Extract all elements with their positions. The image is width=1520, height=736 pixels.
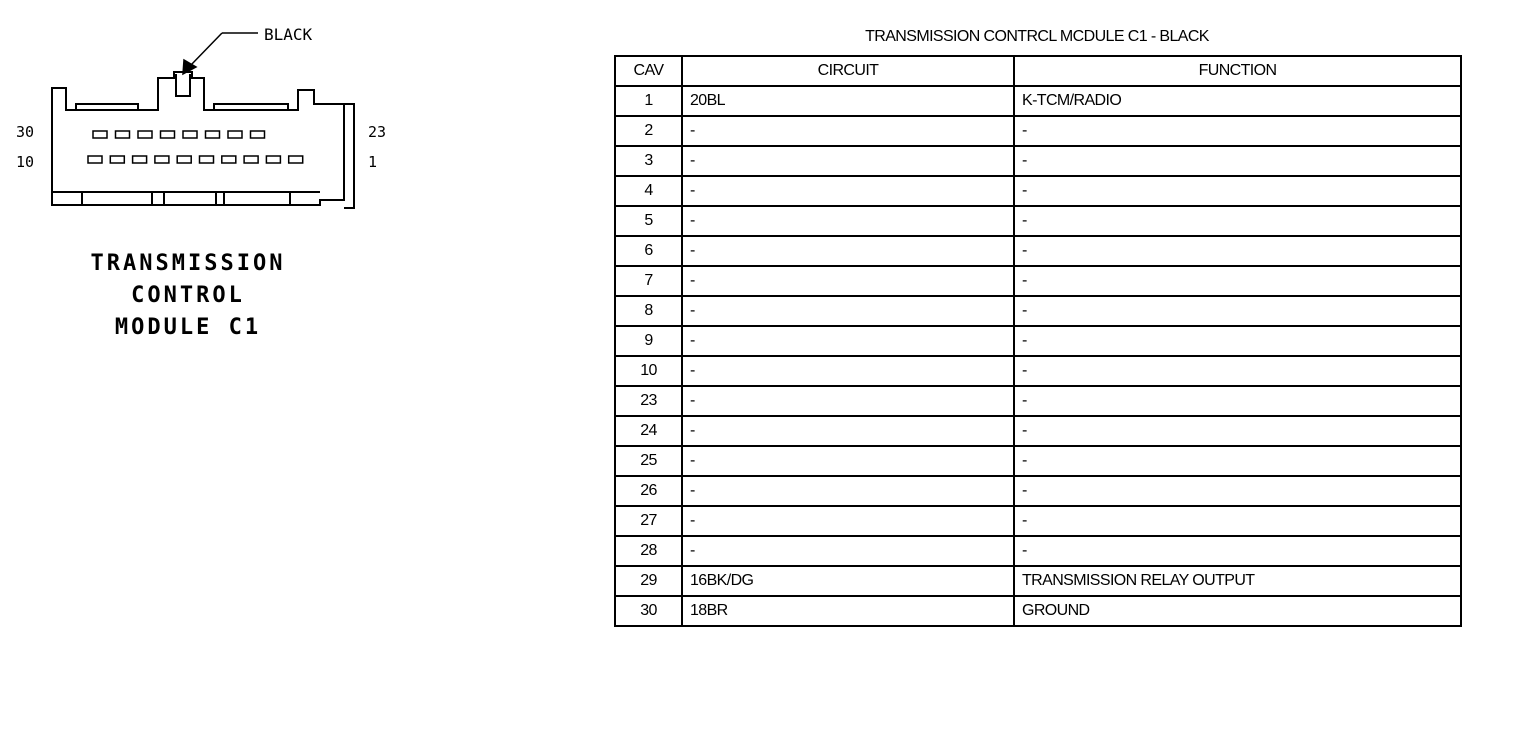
- cell-function: -: [1014, 206, 1461, 236]
- table-row: [615, 596, 1461, 626]
- cell-function: -: [1014, 266, 1461, 296]
- table-title: TRANSMISSION CONTRCL MCDULE C1 - BLACK: [865, 28, 1209, 45]
- cell-circuit: 16BK/DG: [682, 566, 1014, 596]
- cavity-slot: [206, 131, 220, 138]
- table-row: [615, 266, 1461, 296]
- cell-function: -: [1014, 176, 1461, 206]
- cell-function: -: [1014, 236, 1461, 266]
- table-row: [615, 356, 1461, 386]
- cell-circuit: -: [682, 416, 1014, 446]
- table-row: [615, 236, 1461, 266]
- cell-function: -: [1014, 476, 1461, 506]
- pin-label-1: 1: [368, 153, 378, 171]
- cell-circuit: 18BR: [682, 596, 1014, 626]
- cavity-slot: [88, 156, 102, 163]
- connector-lock-tab: [344, 104, 354, 208]
- cell-cav: 29: [615, 566, 682, 596]
- header-function: FUNCTION: [1014, 56, 1461, 86]
- table-row: [615, 86, 1461, 116]
- cell-cav: 7: [615, 266, 682, 296]
- cell-circuit: -: [682, 356, 1014, 386]
- connector-latch: [176, 74, 190, 96]
- cavity-slot: [183, 131, 197, 138]
- cavity-slot: [161, 131, 175, 138]
- cell-cav: 23: [615, 386, 682, 416]
- cavity-slot: [228, 131, 242, 138]
- cell-circuit: -: [682, 206, 1014, 236]
- connector-title-line: TRANSMISSION: [90, 251, 286, 276]
- cell-cav: 2: [615, 116, 682, 146]
- cell-cav: 30: [615, 596, 682, 626]
- cell-cav: 6: [615, 236, 682, 266]
- cell-cav: 27: [615, 506, 682, 536]
- cavity-slot: [155, 156, 169, 163]
- cell-circuit: -: [682, 146, 1014, 176]
- header-circuit: CIRCUIT: [682, 56, 1014, 86]
- cell-cav: 5: [615, 206, 682, 236]
- pin-label-23: 23: [368, 123, 387, 141]
- cell-circuit: -: [682, 536, 1014, 566]
- cell-cav: 9: [615, 326, 682, 356]
- cell-cav: 1: [615, 86, 682, 116]
- table-row: [615, 116, 1461, 146]
- cell-cav: 24: [615, 416, 682, 446]
- connector-foot: [224, 192, 290, 205]
- cell-function: -: [1014, 416, 1461, 446]
- cell-circuit: -: [682, 266, 1014, 296]
- cell-function: -: [1014, 146, 1461, 176]
- cell-function: GROUND: [1014, 596, 1461, 626]
- cell-function: -: [1014, 356, 1461, 386]
- cell-circuit: -: [682, 236, 1014, 266]
- cell-cav: 4: [615, 176, 682, 206]
- header-cav: CAV: [615, 56, 682, 86]
- cell-function: -: [1014, 326, 1461, 356]
- cell-circuit: -: [682, 446, 1014, 476]
- cell-cav: 28: [615, 536, 682, 566]
- color-leader-line: [190, 33, 222, 66]
- cavity-slot: [110, 156, 124, 163]
- cell-circuit: -: [682, 326, 1014, 356]
- cell-function: -: [1014, 296, 1461, 326]
- table-row: [615, 476, 1461, 506]
- cell-circuit: -: [682, 476, 1014, 506]
- cell-cav: 26: [615, 476, 682, 506]
- cell-function: -: [1014, 386, 1461, 416]
- cell-circuit: -: [682, 116, 1014, 146]
- cell-circuit: -: [682, 506, 1014, 536]
- cavity-slot: [138, 131, 152, 138]
- connector-title: [50, 248, 326, 344]
- cell-circuit: -: [682, 176, 1014, 206]
- cell-function: -: [1014, 116, 1461, 146]
- connector-color-label: BLACK: [264, 25, 313, 44]
- cell-function: -: [1014, 506, 1461, 536]
- cell-cav: 3: [615, 146, 682, 176]
- table-row: [615, 446, 1461, 476]
- pin-table: [614, 55, 1462, 627]
- cavity-slot: [177, 156, 191, 163]
- table-row: [615, 146, 1461, 176]
- cell-function: -: [1014, 446, 1461, 476]
- table-row: [615, 206, 1461, 236]
- connector-foot: [82, 192, 152, 205]
- pin-label-30: 30: [16, 123, 35, 141]
- connector-title-line: CONTROL: [131, 283, 245, 308]
- cell-circuit: -: [682, 296, 1014, 326]
- table-row: [615, 176, 1461, 206]
- cavity-slot: [251, 131, 265, 138]
- pin-label-10: 10: [16, 153, 35, 171]
- cell-function: K-TCM/RADIO: [1014, 86, 1461, 116]
- cavity-slot: [116, 131, 130, 138]
- cell-circuit: 20BL: [682, 86, 1014, 116]
- cavity-slot: [244, 156, 258, 163]
- table-row: [615, 326, 1461, 356]
- cavity-slot: [93, 131, 107, 138]
- cell-function: TRANSMISSION RELAY OUTPUT: [1014, 566, 1461, 596]
- connector-title-line: MODULE C1: [114, 315, 262, 340]
- table-row: [615, 386, 1461, 416]
- cell-circuit: -: [682, 386, 1014, 416]
- cell-cav: 8: [615, 296, 682, 326]
- table-row: [615, 506, 1461, 536]
- table-row: [615, 566, 1461, 596]
- table-header-row: [615, 56, 1461, 86]
- cell-cav: 10: [615, 356, 682, 386]
- table-row: [615, 416, 1461, 446]
- cell-cav: 25: [615, 446, 682, 476]
- cell-function: -: [1014, 536, 1461, 566]
- connector-diagram: [0, 0, 420, 240]
- cavity-slot: [200, 156, 214, 163]
- cavity-slot: [266, 156, 280, 163]
- cavity-slot: [222, 156, 236, 163]
- cavity-slot: [289, 156, 303, 163]
- table-row: [615, 296, 1461, 326]
- cavity-slot: [133, 156, 147, 163]
- table-row: [615, 536, 1461, 566]
- connector-foot: [164, 192, 216, 205]
